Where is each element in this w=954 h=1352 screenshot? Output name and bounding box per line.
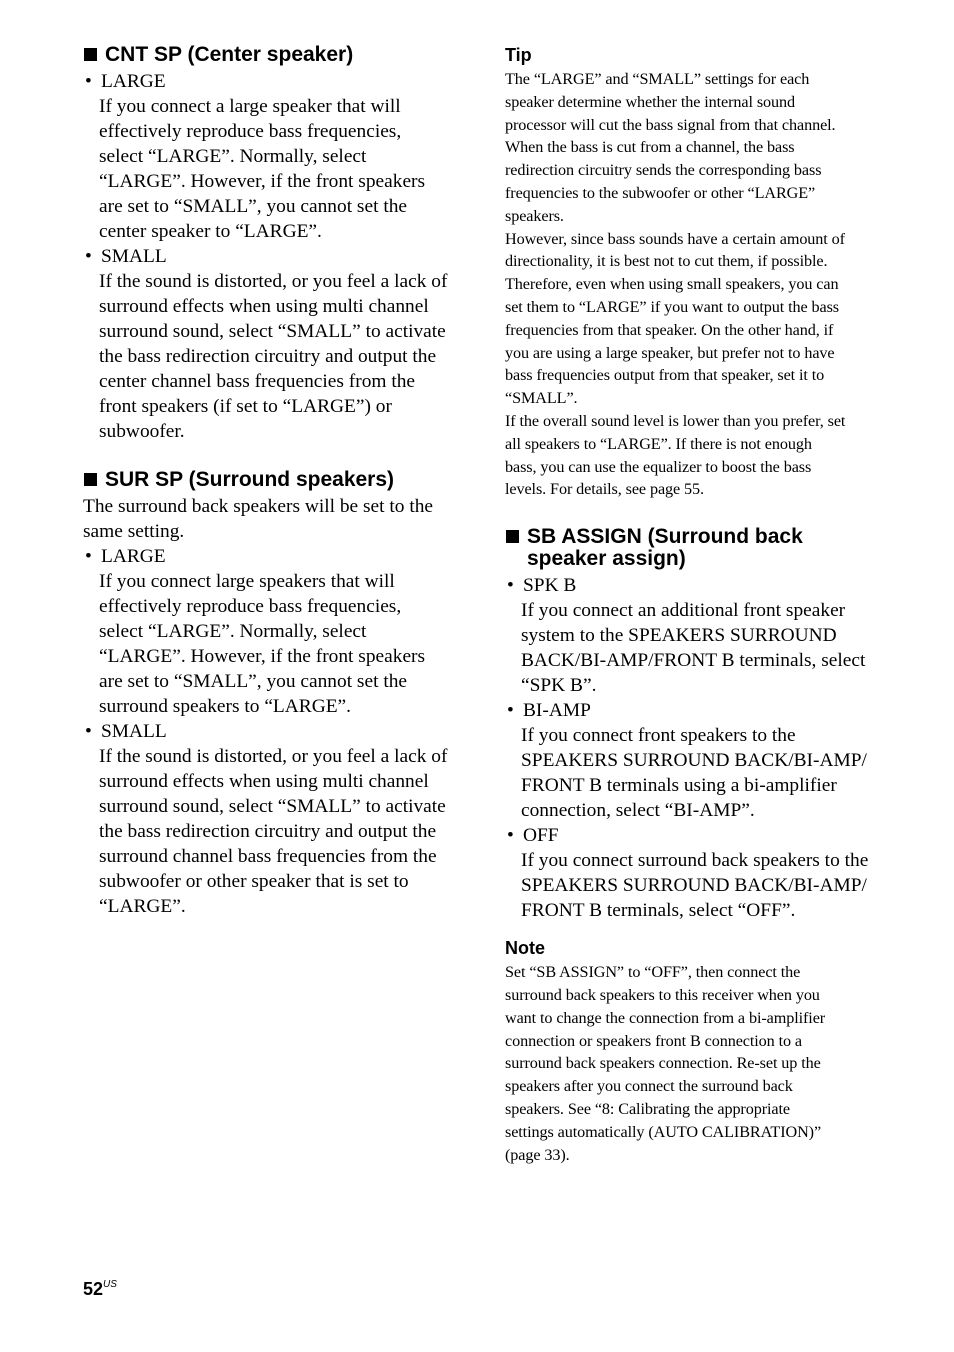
list-item <box>505 573 890 598</box>
left-column <box>83 44 463 919</box>
text-line: If the sound is distorted, or you feel a lack of <box>99 746 448 767</box>
text-line: redirection circuitry sends the corresponding bass <box>505 161 822 180</box>
list-item <box>83 544 463 569</box>
text-line: effectively reproduce bass frequencies, <box>99 596 402 617</box>
text-line: frequencies from that speaker. On the other hand, if <box>505 320 834 339</box>
list-item-description <box>505 598 890 698</box>
sur-sp-intro <box>83 494 463 544</box>
sur-sp-section <box>83 469 463 919</box>
text-line: Set “SB ASSIGN” to “OFF”, then connect the <box>505 963 801 982</box>
square-bullet-icon <box>84 48 97 61</box>
list-item <box>505 823 890 848</box>
text-line: system to the SPEAKERS SURROUND <box>521 625 837 647</box>
list-item <box>83 719 463 744</box>
text-line: center speaker to “LARGE”. <box>99 221 322 242</box>
text-line: you are using a large speaker, but prefer not to have <box>505 343 835 362</box>
text-line: surround speakers to “LARGE”. <box>99 696 352 717</box>
text-line: surround effects when using multi channel <box>99 296 429 317</box>
bullet-icon: • <box>85 721 92 742</box>
sb-assign-list <box>505 573 890 923</box>
list-item <box>83 244 463 269</box>
list-item-description <box>83 744 463 919</box>
text-line: connection, select “BI-AMP”. <box>521 800 755 822</box>
text-line: If you connect large speakers that will <box>99 571 395 592</box>
text-line: connection or speakers front B connection to a <box>505 1031 803 1050</box>
text-line: speaker determine whether the internal sound <box>505 92 796 111</box>
text-line: are set to “SMALL”, you cannot set the <box>99 196 408 217</box>
text-line: FRONT B terminals using a bi-amplifier <box>521 775 837 797</box>
text-line: “LARGE”. However, if the front speakers <box>99 171 426 192</box>
list-item-label: SPK B <box>523 575 577 597</box>
text-line: surround back speakers to this receiver when you <box>505 985 820 1004</box>
list-item-label: SMALL <box>101 721 167 742</box>
list-item-label: BI-AMP <box>523 700 591 722</box>
text-line: directionality, it is best not to cut them, if possible. <box>505 252 828 271</box>
text-line: frequencies to the subwoofer or other “LARGE” <box>505 183 816 202</box>
text-line: If you connect front speakers to the <box>521 725 796 747</box>
text-line: “SPK B”. <box>521 675 597 697</box>
text-line: are set to “SMALL”, you cannot set the <box>99 671 408 692</box>
text-line: The “LARGE” and “SMALL” settings for each <box>505 70 810 88</box>
sur-sp-list <box>83 544 463 919</box>
text-line: levels. For details, see page 55. <box>505 480 704 499</box>
bullet-icon: • <box>85 71 92 92</box>
note-heading: Note <box>505 938 545 959</box>
list-item-description <box>505 723 890 823</box>
text-line: If you connect an additional front speaker <box>521 600 846 622</box>
note-box <box>505 937 890 1166</box>
page-number: $52^{US}$ <box>83 1279 117 1299</box>
bullet-icon: • <box>85 246 92 267</box>
text-line: subwoofer. <box>99 421 185 442</box>
text-line: bass, you can use the equalizer to boost the bass <box>505 457 812 476</box>
sur-sp-heading: SUR SP (Surround speakers) <box>83 469 463 491</box>
text-line: “LARGE”. However, if the front speakers <box>99 646 426 667</box>
sb-assign-heading: SB ASSIGN (Surround back speaker assign) <box>505 526 890 570</box>
text-line: settings automatically (AUTO CALIBRATION)” <box>505 1122 822 1141</box>
list-item-label: SMALL <box>101 246 167 267</box>
text-line: speakers. <box>505 206 564 225</box>
text-line: same setting. <box>83 521 185 542</box>
text-line: the bass redirection circuitry and output the <box>99 346 437 367</box>
text-line: front speakers (if set to “LARGE”) or <box>99 396 392 417</box>
text-line: BACK/BI-AMP/FRONT B terminals, select <box>521 650 866 672</box>
list-item-description <box>83 269 463 444</box>
text-line: If you connect surround back speakers to the <box>521 850 869 872</box>
list-item-label: LARGE <box>101 546 166 567</box>
text-line: surround back speakers connection. Re-set up the <box>505 1054 821 1073</box>
bullet-icon: • <box>507 825 514 847</box>
text-line: If you connect a large speaker that will <box>99 96 401 117</box>
text-line: center channel bass frequencies from the <box>99 371 416 392</box>
list-item-label: LARGE <box>101 71 166 92</box>
note-text <box>505 961 890 1166</box>
text-line: select “LARGE”. Normally, select <box>99 621 367 642</box>
cnt-sp-list <box>83 69 463 444</box>
text-line: (page 33). <box>505 1145 570 1164</box>
text-line: However, since bass sounds have a certain amount of <box>505 229 845 248</box>
square-bullet-icon <box>84 473 97 486</box>
text-line: select “LARGE”. Normally, select <box>99 146 367 167</box>
text-line: “SMALL”. <box>505 389 578 408</box>
tip-box <box>505 44 890 501</box>
list-item-label: OFF <box>523 825 559 847</box>
tip-text <box>505 68 890 501</box>
text-line: effectively reproduce bass frequencies, <box>99 121 402 142</box>
text-line: “LARGE”. <box>99 896 186 917</box>
list-item-description <box>505 848 890 923</box>
text-line: The surround back speakers will be set to the <box>83 496 434 517</box>
region-code: US <box>103 1279 117 1290</box>
right-column <box>505 44 890 1166</box>
text-line: set them to “LARGE” if you want to output the bass <box>505 297 839 316</box>
text-line: surround sound, select “SMALL” to activate <box>99 796 446 817</box>
text-line: subwoofer or other speaker that is set to <box>99 871 409 892</box>
cnt-sp-heading: CNT SP (Center speaker) <box>83 44 463 66</box>
text-line: Therefore, even when using small speakers, you can <box>505 275 839 294</box>
text-line: FRONT B terminals, select “OFF”. <box>521 900 796 922</box>
text-line: the bass redirection circuitry and output the <box>99 821 437 842</box>
cnt-sp-section <box>83 44 463 444</box>
text-line: surround effects when using multi channel <box>99 771 429 792</box>
tip-heading: Tip <box>505 45 532 65</box>
text-line: surround channel bass frequencies from the <box>99 846 437 867</box>
text-line: surround sound, select “SMALL” to activate <box>99 321 446 342</box>
text-line: speakers after you connect the surround back <box>505 1077 793 1096</box>
text-line: processor will cut the bass signal from that channel. <box>505 115 836 134</box>
text-line: bass frequencies output from that speaker, set it to <box>505 366 825 385</box>
bullet-icon: • <box>507 575 514 597</box>
bullet-icon: • <box>507 700 514 722</box>
bullet-icon: • <box>85 546 92 567</box>
text-line: all speakers to “LARGE”. If there is not enough <box>505 434 812 453</box>
list-item <box>505 698 890 723</box>
text-line: want to change the connection from a bi-amplifier <box>505 1008 826 1027</box>
text-line: If the sound is distorted, or you feel a lack of <box>99 271 448 292</box>
text-line: If the overall sound level is lower than you prefer, set <box>505 411 846 430</box>
list-item-description <box>83 569 463 719</box>
list-item-description <box>83 94 463 244</box>
list-item <box>83 69 463 94</box>
sb-assign-section <box>505 526 890 923</box>
text-line: When the bass is cut from a channel, the bass <box>505 138 795 157</box>
square-bullet-icon <box>506 530 519 543</box>
text-line: speakers. See “8: Calibrating the appropriate <box>505 1099 790 1118</box>
text-line: SPEAKERS SURROUND BACK/BI-AMP/ <box>521 875 867 897</box>
text-line: SPEAKERS SURROUND BACK/BI-AMP/ <box>521 750 867 772</box>
